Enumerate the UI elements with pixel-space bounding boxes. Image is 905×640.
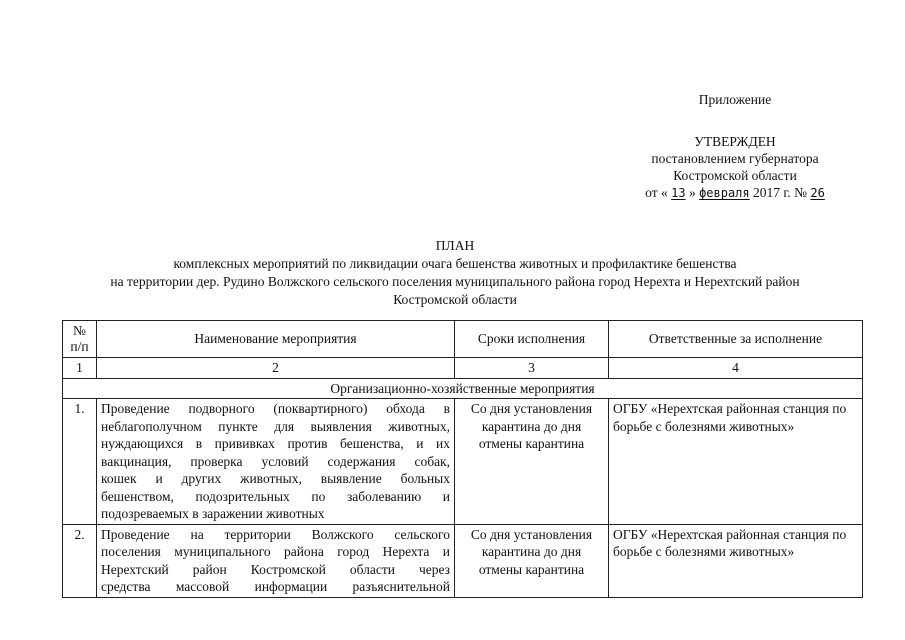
index-cell-2: 2 [97, 358, 455, 379]
section-row [63, 378, 863, 399]
index-cell-3: 3 [455, 358, 609, 379]
title-sub-3: Костромской области [393, 292, 517, 307]
approved-by-line: постановлением губернатора [651, 151, 819, 166]
row-activity [97, 399, 455, 525]
title-sub-2: на территории дер. Рудино Волжского сельского поселения муниципального района город Нерехта и Нерехтский район [110, 274, 800, 289]
decree-date-line [590, 184, 880, 202]
appendix-text: Приложение [698, 92, 772, 107]
row-terms: Со дня установления карантина до дня отмены карантина [455, 399, 609, 525]
title-main: ПЛАН [435, 238, 475, 253]
activity-line: Нерехтский район Костромской области через [101, 561, 450, 577]
decree-number: 26 [810, 186, 825, 200]
date-prefix: от « [645, 185, 668, 200]
row-number: 2. [63, 524, 97, 597]
row-responsible: ОГБУ «Нерехтская районная станция по борьбе с болезнями животных» [609, 524, 863, 597]
header-num: № п/п [63, 321, 97, 358]
index-cell-4: 4 [609, 358, 863, 379]
header-name: Наименование мероприятия [97, 321, 455, 358]
approved-heading: УТВЕРЖДЕН [694, 134, 776, 149]
table-row [63, 399, 863, 525]
activity-line: Проведение на территории Волжского сельского [101, 526, 450, 542]
activity-line: средства массовой информации разъяснительной [101, 579, 450, 594]
column-index-row [63, 358, 863, 379]
document-title [40, 237, 870, 309]
decree-month: февраля [699, 186, 750, 200]
region-line: Костромской области [673, 168, 797, 183]
row-responsible: ОГБУ «Нерехтская районная станция по борьбе с болезнями животных» [609, 399, 863, 525]
activity-line: Проведение подворного (поквартирного) обхода в [101, 401, 450, 416]
appendix-label [590, 91, 880, 108]
header-resp: Ответственные за исполнение [609, 321, 863, 358]
decree-day: 13 [671, 186, 686, 200]
title-sub-1: комплексных мероприятий по ликвидации очага бешенства животных и профилактике бешенства [173, 256, 737, 271]
table-row [63, 524, 863, 597]
header-terms: Сроки исполнения [455, 321, 609, 358]
plan-table [62, 320, 863, 598]
approval-block [590, 133, 880, 202]
row-activity [97, 524, 455, 597]
activity-line: неблагополучном пункте для выявления животных, [101, 418, 450, 434]
activity-line: кошек и других животных, выявление больных [101, 471, 450, 486]
index-cell-1: 1 [63, 358, 97, 379]
table-header-row [63, 321, 863, 358]
activity-line: поселения муниципального района город Нерехта и [101, 544, 450, 559]
date-mid: » [688, 185, 696, 200]
row-terms: Со дня установления карантина до дня отмены карантина [455, 524, 609, 597]
activity-line: нуждающихся в прививках против бешенства, и их [101, 436, 450, 451]
row-number: 1. [63, 399, 97, 525]
activity-line: бешенством, подозрительных по заболеванию и [101, 488, 450, 504]
activity-line: вакцинация, проверка условий содержания собак, [101, 453, 450, 469]
decree-year: 2017 г. № [753, 185, 808, 200]
activity-line: подозреваемых в заражении животных [101, 506, 325, 521]
section-title: Организационно-хозяйственные мероприятия [63, 378, 863, 399]
